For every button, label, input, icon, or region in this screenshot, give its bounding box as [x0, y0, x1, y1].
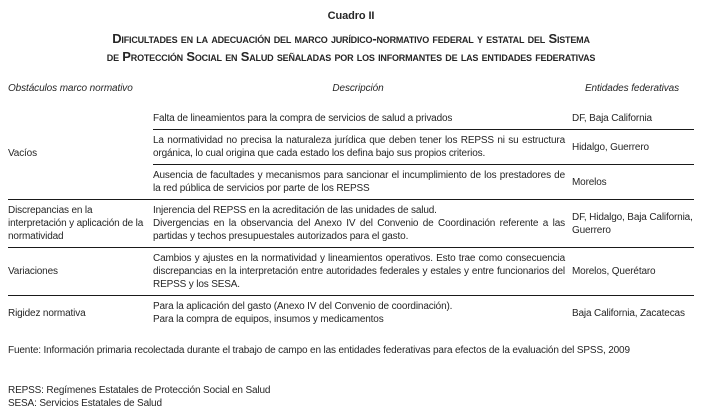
entities-value: DF, Hidalgo, Baja California, Guerrero — [572, 211, 693, 236]
description-cell — [153, 204, 565, 243]
abbreviation-notes — [8, 384, 694, 410]
entities-cell — [572, 169, 694, 195]
obstacle-cell: Vacíos — [8, 148, 37, 159]
column-header-obstaculos: Obstáculos marco normativo — [8, 83, 133, 94]
obstacle-cell: Rigidez normativa — [8, 307, 86, 319]
entities-cell — [572, 300, 694, 326]
entities-value: Morelos, Querétaro — [572, 266, 656, 277]
abbreviation-note-repss: REPSS: Regímenes Estatales de Protección Social en Salud — [8, 385, 271, 396]
description-paragraph: Ausencia de facultades y mecanismos para sancionar el incumplimiento de los prestadores de la red pública de servicios por parte de los REPSS — [153, 170, 565, 194]
group-rows — [153, 296, 694, 330]
table-title-line1: Dificultades en la adecuación del marco jurídico-normativo federal y estatal del Sistema — [112, 31, 590, 46]
entities-cell — [572, 204, 694, 243]
column-header-descripcion: Descripción — [332, 83, 384, 94]
entities-cell — [572, 112, 694, 125]
description-paragraph: Para la aplicación del gasto (Anexo IV del Convenio de coordinación). — [153, 301, 453, 312]
entities-value: Morelos — [572, 176, 607, 188]
source-note: Fuente: Información primaria recolectada durante el trabajo de campo en las entidades federativas para efectos de la evaluación del SPSS, 2009 — [8, 345, 630, 356]
group-rows — [153, 248, 694, 295]
table-group-row — [8, 108, 694, 200]
table-row — [153, 108, 694, 130]
table-body — [8, 108, 694, 330]
group-rows — [153, 200, 694, 247]
table-title — [8, 30, 694, 66]
description-paragraph: Falta de lineamientos para la compra de servicios de salud a privados — [153, 113, 453, 124]
description-paragraph: Injerencia del REPSS en la acreditación de las unidades de salud. — [153, 205, 437, 216]
table-group-row — [8, 200, 694, 248]
entities-value: Baja California, Zacatecas — [572, 307, 685, 319]
table-caption-label: Cuadro II — [327, 10, 375, 22]
description-paragraph: La normatividad no precisa la naturaleza jurídica que deben tener los REPSS ni su estructura orgánica, lo cual origina que cada estado los defina bajo sus propios criterios. — [153, 135, 565, 159]
column-header-entidades: Entidades federativas — [584, 83, 680, 94]
description-cell — [153, 134, 565, 160]
table-row — [153, 130, 694, 165]
description-cell — [153, 112, 565, 125]
description-paragraph: Divergencias en la observancia del Anexo IV del Convenio de Coordinación referente a las partidas y techos presupuestales autorizados para el gasto. — [153, 218, 565, 242]
abbreviation-note-sesa: SESA: Servicios Estatales de Salud — [8, 398, 162, 409]
table-title-line2: de Protección Social en Salud señaladas por los informantes de las entidades federativas — [106, 49, 596, 64]
description-paragraph: Para la compra de equipos, insumos y medicamentos — [153, 314, 384, 325]
table-row — [153, 248, 694, 295]
obstacle-cell: Discrepancias en la interpretación y aplicación de la normatividad — [8, 205, 144, 242]
table-group-row — [8, 296, 694, 330]
obstacle-cell: Variaciones — [8, 266, 58, 277]
entities-cell — [572, 134, 694, 160]
table-group-row — [8, 248, 694, 296]
table-row — [153, 165, 694, 199]
description-paragraph: Cambios y ajustes en la normatividad y lineamientos operativos. Esto trae como consecuencia discrepancias en la interpretación entre autoridades federales y estales y entre funcionarios del REPSS y los SESA. — [153, 253, 565, 290]
description-cell — [153, 252, 565, 291]
column-header-row — [8, 83, 694, 95]
entities-value: Hidalgo, Guerrero — [572, 141, 649, 153]
description-cell — [153, 169, 565, 195]
group-rows — [153, 108, 694, 199]
description-cell — [153, 300, 565, 326]
entities-value: DF, Baja California — [572, 113, 652, 124]
entities-cell — [572, 252, 694, 291]
table-row — [153, 296, 694, 330]
table-row — [153, 200, 694, 247]
